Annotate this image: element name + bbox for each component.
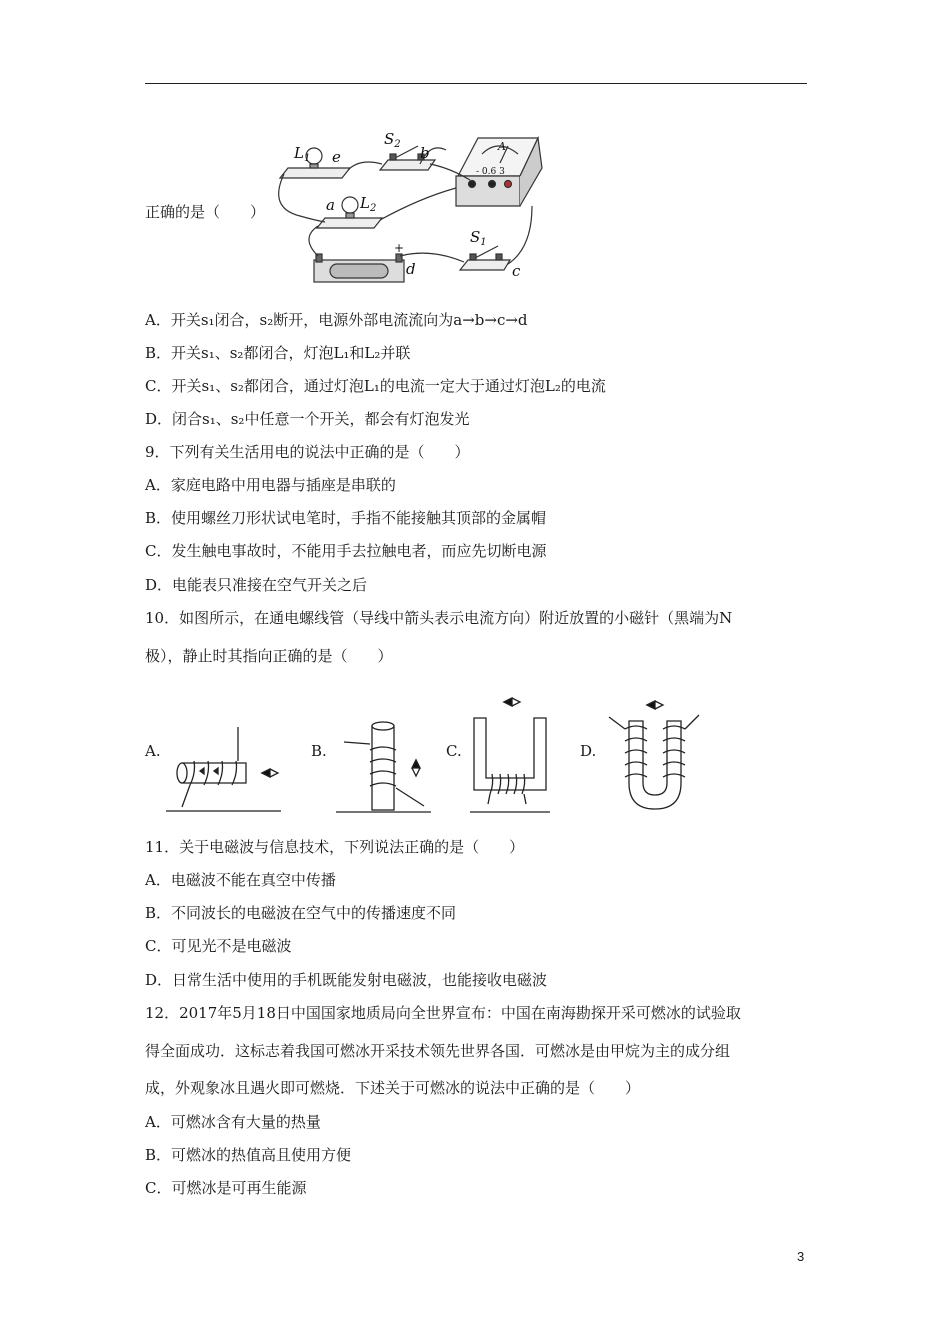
q11-option-a: A．电磁波不能在真空中传播	[145, 871, 336, 889]
q9-option-b: B．使用螺丝刀形状试电笔时，手指不能接触其顶部的金属帽	[145, 509, 547, 527]
label-meter: A	[498, 140, 506, 153]
q8-option-c: C．开关s₁、s₂都闭合，通过灯泡L₁的电流一定大于通过灯泡L₂的电流	[145, 377, 606, 395]
label-meter-scale: - 0.6 3	[476, 167, 505, 177]
label-L2-sub: 2	[369, 203, 377, 214]
q9-option-a: A．家庭电路中用电器与插座是串联的	[145, 476, 396, 494]
label-S2: S	[384, 130, 395, 148]
label-plus: +	[394, 241, 405, 255]
q12-option-a: A．可燃冰含有大量的热量	[145, 1113, 321, 1131]
q11-option-c: C．可见光不是电磁波	[145, 937, 292, 955]
q9-option-d: D．电能表只准接在空气开关之后	[145, 576, 368, 594]
svg-text:S2	[384, 130, 401, 150]
q8-option-a: A．开关s₁闭合，s₂断开，电源外部电流流向为a→b→c→d	[145, 311, 528, 329]
q8-option-d: D．闭合s₁、s₂中任意一个开关，都会有灯泡发光	[145, 410, 470, 428]
q12-option-c: C．可燃冰是可再生能源	[145, 1179, 307, 1197]
q11-stem: 11．关于电磁波与信息技术，下列说法正确的是（ ）	[145, 838, 525, 856]
q10-stem-line2: 极），静止时其指向正确的是（ ）	[145, 647, 393, 665]
label-S1: S	[470, 228, 481, 246]
q11-option-d: D．日常生活中使用的手机既能发射电磁波，也能接收电磁波	[145, 971, 548, 989]
label-S1-sub: 1	[480, 237, 487, 248]
label-L1-sub: 1	[303, 153, 311, 164]
label-L2: L	[360, 194, 370, 212]
q10-figure-a	[166, 725, 284, 815]
page-number: 3	[797, 1249, 805, 1264]
svg-text:L1	[293, 144, 310, 164]
q10-stem-line1: 10．如图所示，在通电螺线管（导线中箭头表示电流方向）附近放置的小磁针（黑端为N	[145, 609, 733, 627]
q12-stem-line1: 12．2017年5月18日中国国家地质局向全世界宣布：中国在南海勘探开采可燃冰的试验取	[145, 1004, 741, 1022]
label-L1: L	[294, 144, 304, 162]
q10-figure-b	[336, 720, 436, 815]
q11-option-b: B．不同波长的电磁波在空气中的传播速度不同	[145, 904, 457, 922]
header-rule	[145, 83, 807, 84]
label-b: b	[420, 144, 430, 162]
q10-figure-label-a: A.	[145, 742, 161, 760]
label-e: e	[332, 148, 341, 166]
q10-figure-label-b: B.	[311, 742, 327, 760]
q10-figure-c	[466, 690, 556, 815]
q12-stem-line3: 成，外观象冰且遇火即可燃烧．下述关于可燃冰的说法中正确的是（ ）	[145, 1079, 641, 1097]
q12-stem-line2: 得全面成功．这标志着我国可燃冰开采技术领先世界各国．可燃冰是由甲烷为主的成分组	[145, 1042, 731, 1060]
q10-figure-label-d: D.	[580, 742, 597, 760]
svg-text:L2	[359, 194, 376, 214]
label-S2-sub: 2	[394, 139, 401, 150]
q9-stem: 9．下列有关生活用电的说法中正确的是（ ）	[145, 443, 470, 461]
svg-text:S1	[470, 228, 487, 248]
label-a: a	[326, 196, 335, 214]
q12-option-b: B．可燃冰的热值高且使用方便	[145, 1146, 352, 1164]
circuit-diagram	[270, 128, 560, 290]
label-d: d	[406, 260, 416, 278]
q8-intro: 正确的是（ ）	[145, 203, 266, 221]
label-c: c	[512, 262, 521, 280]
q10-figure-label-c: C.	[446, 742, 462, 760]
q10-figure-d	[605, 695, 705, 815]
q9-option-c: C．发生触电事故时，不能用手去拉触电者，而应先切断电源	[145, 542, 547, 560]
q8-option-b: B．开关s₁、s₂都闭合，灯泡L₁和L₂并联	[145, 344, 411, 362]
